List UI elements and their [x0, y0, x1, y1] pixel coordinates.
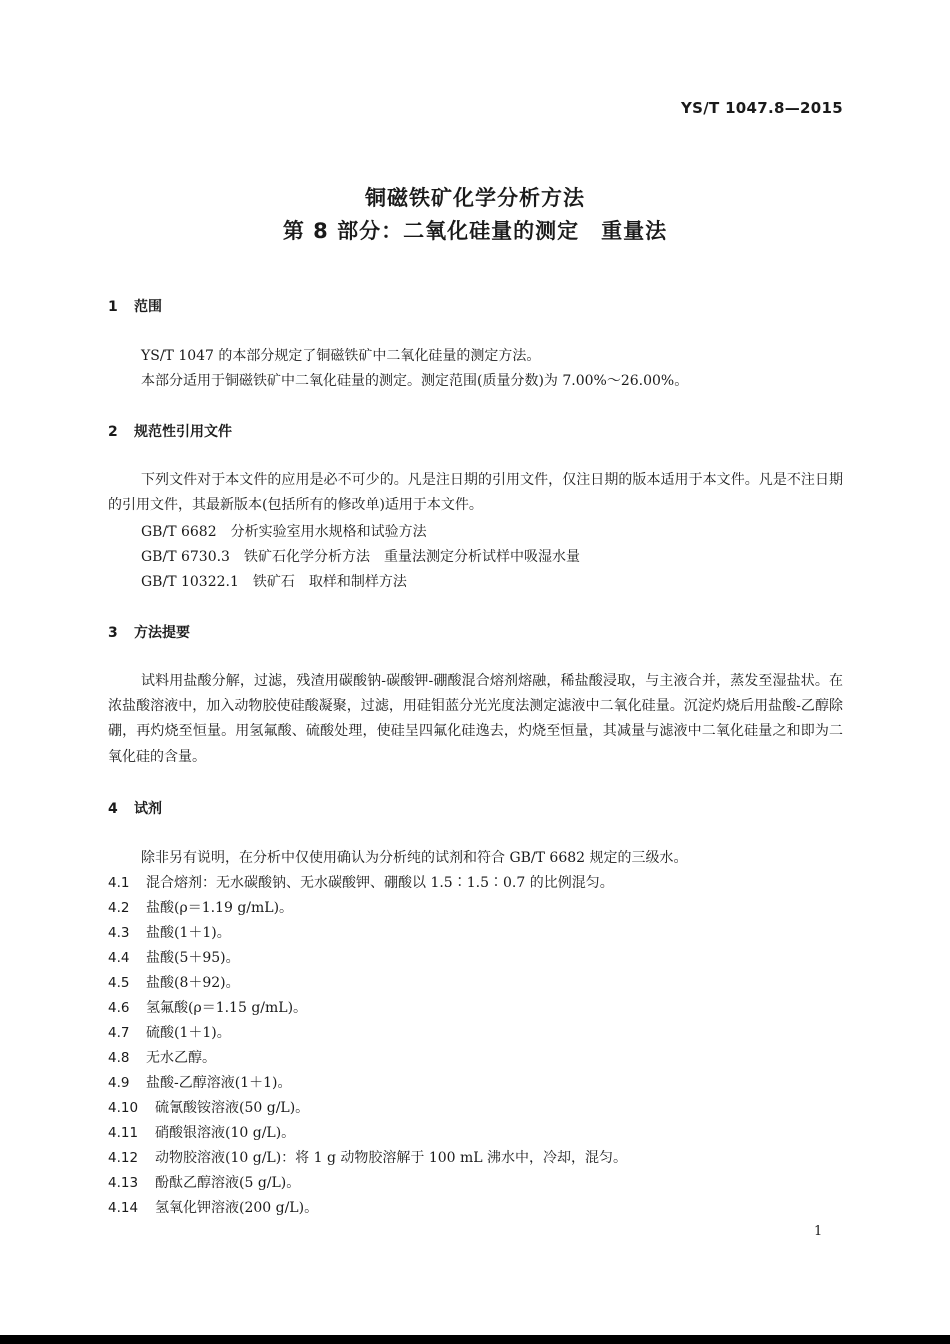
reagent-number: 4.6 — [108, 1000, 130, 1016]
reagent-item — [108, 1147, 627, 1167]
reagent-text: 盐酸-乙醇溶液(1＋1)。 — [146, 1075, 292, 1091]
section-number: 4 — [108, 801, 118, 817]
reagent-text: 硫氰酸铵溶液(50 g/L)。 — [155, 1100, 310, 1116]
section-title: 方法提要 — [134, 625, 190, 641]
reagent-text: 混合熔剂：无水碳酸钠、无水碳酸钾、硼酸以 1.5∶1.5∶0.7 的比例混匀。 — [146, 875, 614, 891]
reagent-item — [108, 1047, 216, 1067]
section-heading-scope — [108, 296, 162, 316]
reagent-item — [108, 872, 614, 892]
reagent-item — [108, 972, 240, 992]
section-heading-method — [108, 622, 190, 642]
reagent-text: 盐酸(5＋95)。 — [146, 950, 240, 966]
reagent-text: 硝酸银溶液(10 g/L)。 — [155, 1125, 296, 1141]
reagent-number: 4.12 — [108, 1150, 139, 1166]
reagent-item — [108, 1072, 291, 1092]
section-number: 1 — [108, 299, 118, 315]
reagent-number: 4.13 — [108, 1175, 139, 1191]
reagent-item — [108, 947, 240, 967]
reagent-text: 氢氟酸(ρ＝1.15 g/mL)。 — [146, 1000, 308, 1016]
section-number: 3 — [108, 625, 118, 641]
section-heading-references — [108, 421, 232, 441]
scope-line: 本部分适用于铜磁铁矿中二氧化硅量的测定。测定范围(质量分数)为 7.00%～26.00%。 — [141, 373, 689, 389]
reagent-text: 氢氧化钾溶液(200 g/L)。 — [155, 1200, 319, 1216]
reagent-number: 4.9 — [108, 1075, 130, 1091]
section-title: 试剂 — [134, 801, 162, 817]
scan-edge-bar — [0, 1335, 950, 1344]
reagent-item — [108, 1172, 300, 1192]
page-number: 1 — [814, 1224, 823, 1239]
reagent-text: 酚酞乙醇溶液(5 g/L)。 — [155, 1175, 301, 1191]
references-intro: 下列文件对于本文件的应用是必不可少的。凡是注日期的引用文件，仅注日期的版本适用于本文件。凡是不注日期的引用文件，其最新版本(包括所有的修改单)适用于本文件。 — [108, 472, 843, 514]
reagent-item — [108, 1022, 231, 1042]
standard-number: YS/T 1047.8—2015 — [680, 99, 843, 117]
reagent-number: 4.5 — [108, 975, 130, 991]
reference-doc: GB/T 6730.3 铁矿石化学分析方法 重量法测定分析试样中吸湿水量 — [141, 549, 580, 565]
reagent-item — [108, 1122, 295, 1142]
reagent-item — [108, 997, 307, 1017]
reference-doc: GB/T 6682 分析实验室用水规格和试验方法 — [141, 524, 427, 540]
reagent-number: 4.10 — [108, 1100, 139, 1116]
reagent-item — [108, 897, 293, 917]
reagent-number: 4.14 — [108, 1200, 139, 1216]
reagent-number: 4.3 — [108, 925, 130, 941]
document-title: 铜磁铁矿化学分析方法 — [365, 186, 585, 210]
reagent-number: 4.4 — [108, 950, 130, 966]
document-subtitle: 第 8 部分：二氧化硅量的测定 重量法 — [282, 219, 668, 243]
reagent-number: 4.1 — [108, 875, 130, 891]
reference-doc: GB/T 10322.1 铁矿石 取样和制样方法 — [141, 574, 407, 590]
reagent-number: 4.7 — [108, 1025, 130, 1041]
reagent-text: 盐酸(8＋92)。 — [146, 975, 240, 991]
reagent-number: 4.8 — [108, 1050, 130, 1066]
reagent-text: 盐酸(1＋1)。 — [146, 925, 231, 941]
reagent-item — [108, 922, 231, 942]
reagent-number: 4.2 — [108, 900, 130, 916]
section-title: 规范性引用文件 — [134, 424, 232, 440]
section-title: 范围 — [134, 299, 162, 315]
reagent-text: 动物胶溶液(10 g/L)：将 1 g 动物胶溶解于 100 mL 沸水中，冷却，混匀。 — [155, 1150, 628, 1166]
section-heading-reagents — [108, 798, 162, 818]
method-summary: 试料用盐酸分解，过滤，残渣用碳酸钠-碳酸钾-硼酸混合熔剂熔融，稀盐酸浸取，与主液合并，蒸发至湿盐状。在浓盐酸溶液中，加入动物胶使硅酸凝聚，过滤，用硅钼蓝分光光度法测定滤液中二氧化硅量。沉淀灼烧后用盐酸-乙醇除硼，再灼烧至恒量。用氢氟酸、硫酸处理，使硅呈四氟化硅逸去，灼烧至恒量，其减量与滤液中二氧化硅量之和即为二氧化硅的含量。 — [108, 673, 843, 765]
section-number: 2 — [108, 424, 118, 440]
reagent-item — [108, 1097, 309, 1117]
reagent-text: 无水乙醇。 — [146, 1050, 216, 1066]
scope-line: YS/T 1047 的本部分规定了铜磁铁矿中二氧化硅量的测定方法。 — [141, 348, 541, 364]
reagent-item — [108, 1197, 318, 1217]
reagent-number: 4.11 — [108, 1125, 139, 1141]
reagent-text: 盐酸(ρ＝1.19 g/mL)。 — [146, 900, 294, 916]
reagents-intro: 除非另有说明，在分析中仅使用确认为分析纯的试剂和符合 GB/T 6682 规定的三级水。 — [141, 850, 688, 866]
reagent-text: 硫酸(1＋1)。 — [146, 1025, 231, 1041]
